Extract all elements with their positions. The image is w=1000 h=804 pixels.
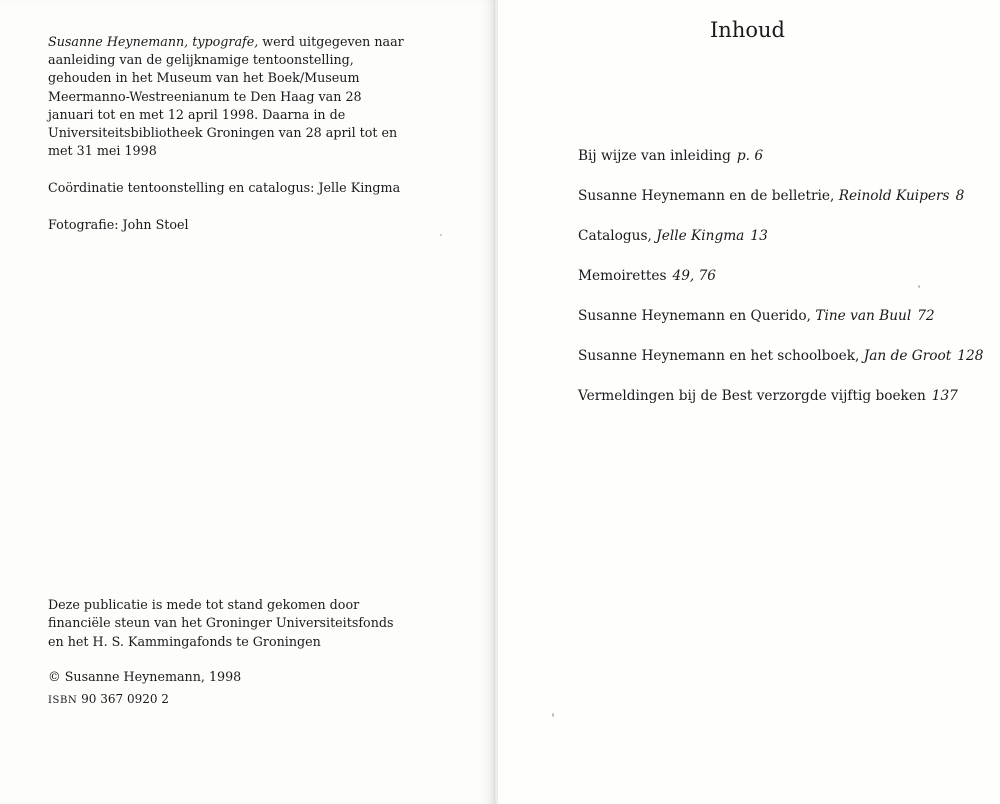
toc-entry-pages: 137 xyxy=(931,388,958,404)
paper-speck xyxy=(440,234,442,236)
copyright-line: © Susanne Heynemann, 1998 xyxy=(48,669,242,684)
coordination-credit: Coördinatie tentoonstelling en catalogus: Jelle Kingma xyxy=(48,180,401,195)
isbn-line xyxy=(48,690,169,710)
toc-entry-pages: 128 xyxy=(957,348,984,364)
toc-entry xyxy=(578,226,983,266)
toc-entry-author: Jan de Groot xyxy=(863,348,952,364)
toc-entry-title: Memoirettes xyxy=(578,268,667,284)
colophon-block xyxy=(48,33,408,160)
toc-entry xyxy=(578,386,983,426)
toc-entry-title: Susanne Heynemann en Querido, xyxy=(578,308,811,324)
isbn-number: 90 367 0920 2 xyxy=(81,692,169,706)
toc-entry-title: Susanne Heynemann en de belletrie, xyxy=(578,188,835,204)
isbn-label: ISBN xyxy=(48,695,78,706)
right-page xyxy=(498,0,1000,804)
colophon-description: werd uitgegeven naar aanleiding van de gelijknamige tentoonstelling, gehouden in het Museum van het Boek/Museum Meermanno-Westreenianum te Den Haag van 28 januari tot en met 12 april 1998. Daarna in de Universiteitsbibliotheek Groningen van 28 april tot en met 31 mei 1998 xyxy=(48,34,404,159)
colophon-text xyxy=(48,33,408,160)
toc-entry-author: Reinold Kuipers xyxy=(838,188,950,204)
photography-credit: Fotografie: John Stoel xyxy=(48,217,189,232)
toc-entry xyxy=(578,146,983,186)
left-page xyxy=(0,0,494,804)
toc-entry-title: Vermeldingen bij de Best verzorgde vijftig boeken xyxy=(578,388,926,404)
toc-entry-author: Jelle Kingma xyxy=(656,228,745,244)
toc-entry xyxy=(578,266,983,306)
toc-entry-title: Susanne Heynemann en het schoolboek, xyxy=(578,348,860,364)
toc-entry xyxy=(578,346,983,386)
toc-entry-author: Tine van Buul xyxy=(815,308,912,324)
funding-statement: Deze publicatie is mede tot stand gekomen door financiële steun van het Groninger Universiteitsfonds en het H. S. Kammingafonds te Groningen xyxy=(48,597,394,649)
toc-entry xyxy=(578,306,983,346)
toc-entry-title: Bij wijze van inleiding xyxy=(578,148,731,164)
toc-entry-title: Catalogus, xyxy=(578,228,652,244)
toc-entry xyxy=(578,186,983,226)
toc-entry-pages: p. 6 xyxy=(736,148,764,164)
paper-speck xyxy=(918,285,920,288)
table-of-contents xyxy=(578,146,983,426)
toc-entry-pages: 49, 76 xyxy=(672,268,717,284)
toc-entry-pages: 72 xyxy=(917,308,935,324)
colophon-book-title: Susanne Heynemann, typografe, xyxy=(48,34,259,49)
contents-title: Inhoud xyxy=(710,18,785,42)
toc-entry-pages: 8 xyxy=(955,188,965,204)
paper-speck xyxy=(552,713,554,717)
toc-entry-pages: 13 xyxy=(750,228,768,244)
